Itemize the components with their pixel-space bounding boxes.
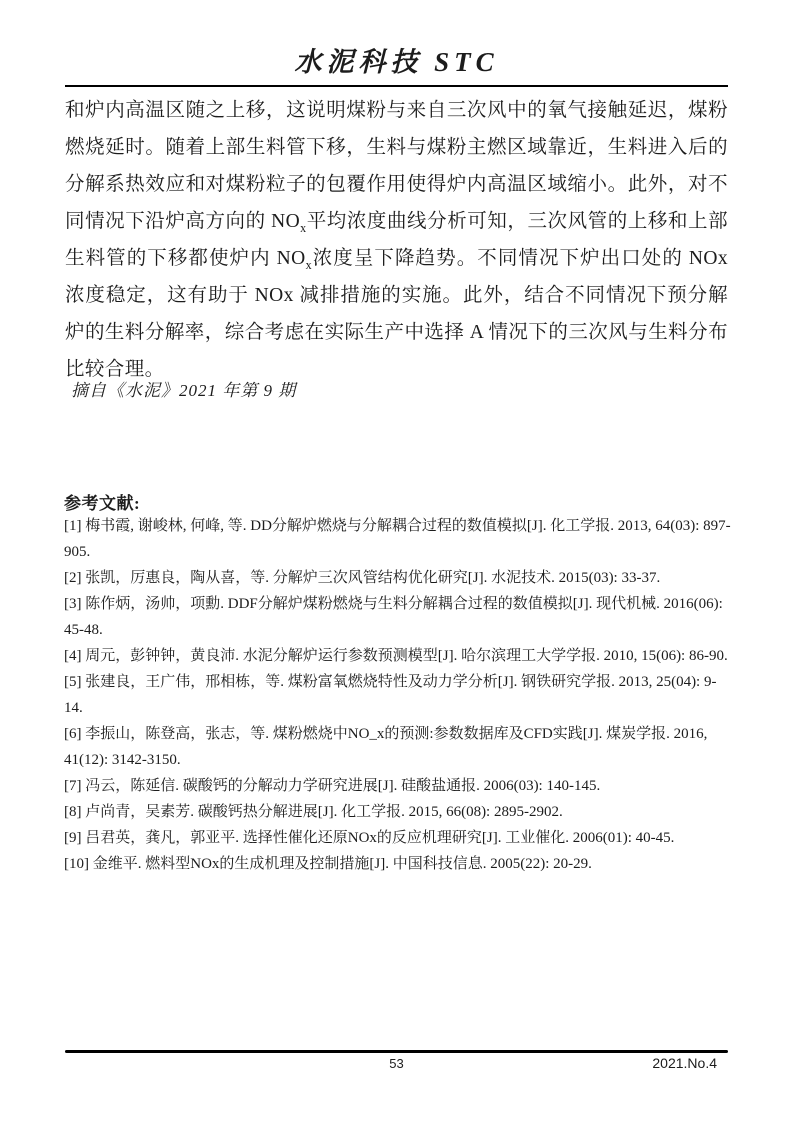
reference-item: [8] 卢尚青，吴素芳. 碳酸钙热分解进展[J]. 化工学报. 2015, 66(08): 2895-2902. — [64, 804, 563, 820]
source-citation-note: 摘自《水泥》2021 年第 9 期 — [71, 381, 297, 400]
text-run: 和炉内高温区随之上移，这说明煤粉与来自三次风中的氧气接触延迟，煤粉燃烧延时。随着上部生料管下移，生料与煤粉主燃区域靠近，生料进入后的分解系热效应和对煤粉粒子的包覆作用使得炉内高温区域缩小。此外，对不同情况下沿炉高方向的 NO — [65, 100, 728, 232]
journal-header — [0, 40, 793, 79]
reference-item: [3] 陈作炳，汤帅，项勳. DDF分解炉煤粉燃烧与生料分解耦合过程的数值模拟[J]. 现代机械. 2016(06): 45-48. — [64, 596, 723, 638]
issue-number: 2021.No.4 — [652, 1055, 717, 1071]
text-run: 浓度呈下降趋势。不同情况下炉出口处的 NOx 浓度稳定，这有助于 NOx 减排措施的实施。此外，结合不同情况下预分解炉的生料分解率，综合考虑在实际生产中选择 A 情况下的三次风与生料分布比较合理。 — [65, 248, 728, 380]
subscript-text-run: x — [300, 220, 307, 235]
references-heading: 参考文献: — [64, 494, 141, 513]
header-rule — [65, 85, 728, 87]
reference-item: [2] 张凯，厉惠良，陶从喜，等. 分解炉三次风管结构优化研究[J]. 水泥技术. 2015(03): 33-37. — [64, 570, 661, 586]
text-run: 平均浓度曲线分析可知，三次风管的上移和上部生料管的下移都使炉内 NO — [65, 211, 728, 269]
reference-item: [4] 周元，彭钟钟，黄良沛. 水泥分解炉运行参数预测模型[J]. 哈尔滨理工大学学报. 2010, 15(06): 86-90. — [64, 648, 728, 664]
journal-title: 水泥科技 STC — [294, 47, 499, 77]
reference-item: [6] 李振山，陈登高，张志，等. 煤粉燃烧中NO_x的预测:参数数据库及CFD实践[J]. 煤炭学报. 2016, 41(12): 3142-3150. — [64, 726, 708, 768]
article-body-paragraph — [65, 92, 728, 388]
subscript-text-run: x — [305, 257, 313, 272]
references-list — [64, 513, 732, 877]
reference-item: [10] 金维平. 燃料型NOx的生成机理及控制措施[J]. 中国科技信息. 2005(22): 20-29. — [64, 856, 592, 872]
footer-rule — [65, 1050, 728, 1053]
reference-item: [7] 冯云，陈延信. 碳酸钙的分解动力学研究进展[J]. 硅酸盐通报. 2006(03): 140-145. — [64, 778, 601, 794]
page-number: 53 — [389, 1056, 404, 1071]
reference-item: [1] 梅书霞, 谢峻林, 何峰, 等. DD分解炉燃烧与分解耦合过程的数值模拟[J]. 化工学报. 2013, 64(03): 897-905. — [64, 518, 731, 560]
reference-item: [9] 吕君英，龚凡，郭亚平. 选择性催化还原NOx的反应机理研究[J]. 工业催化. 2006(01): 40-45. — [64, 830, 675, 846]
reference-item: [5] 张建良，王广伟，邢相栋，等. 煤粉富氧燃烧特性及动力学分析[J]. 钢铁研究学报. 2013, 25(04): 9-14. — [64, 674, 717, 716]
